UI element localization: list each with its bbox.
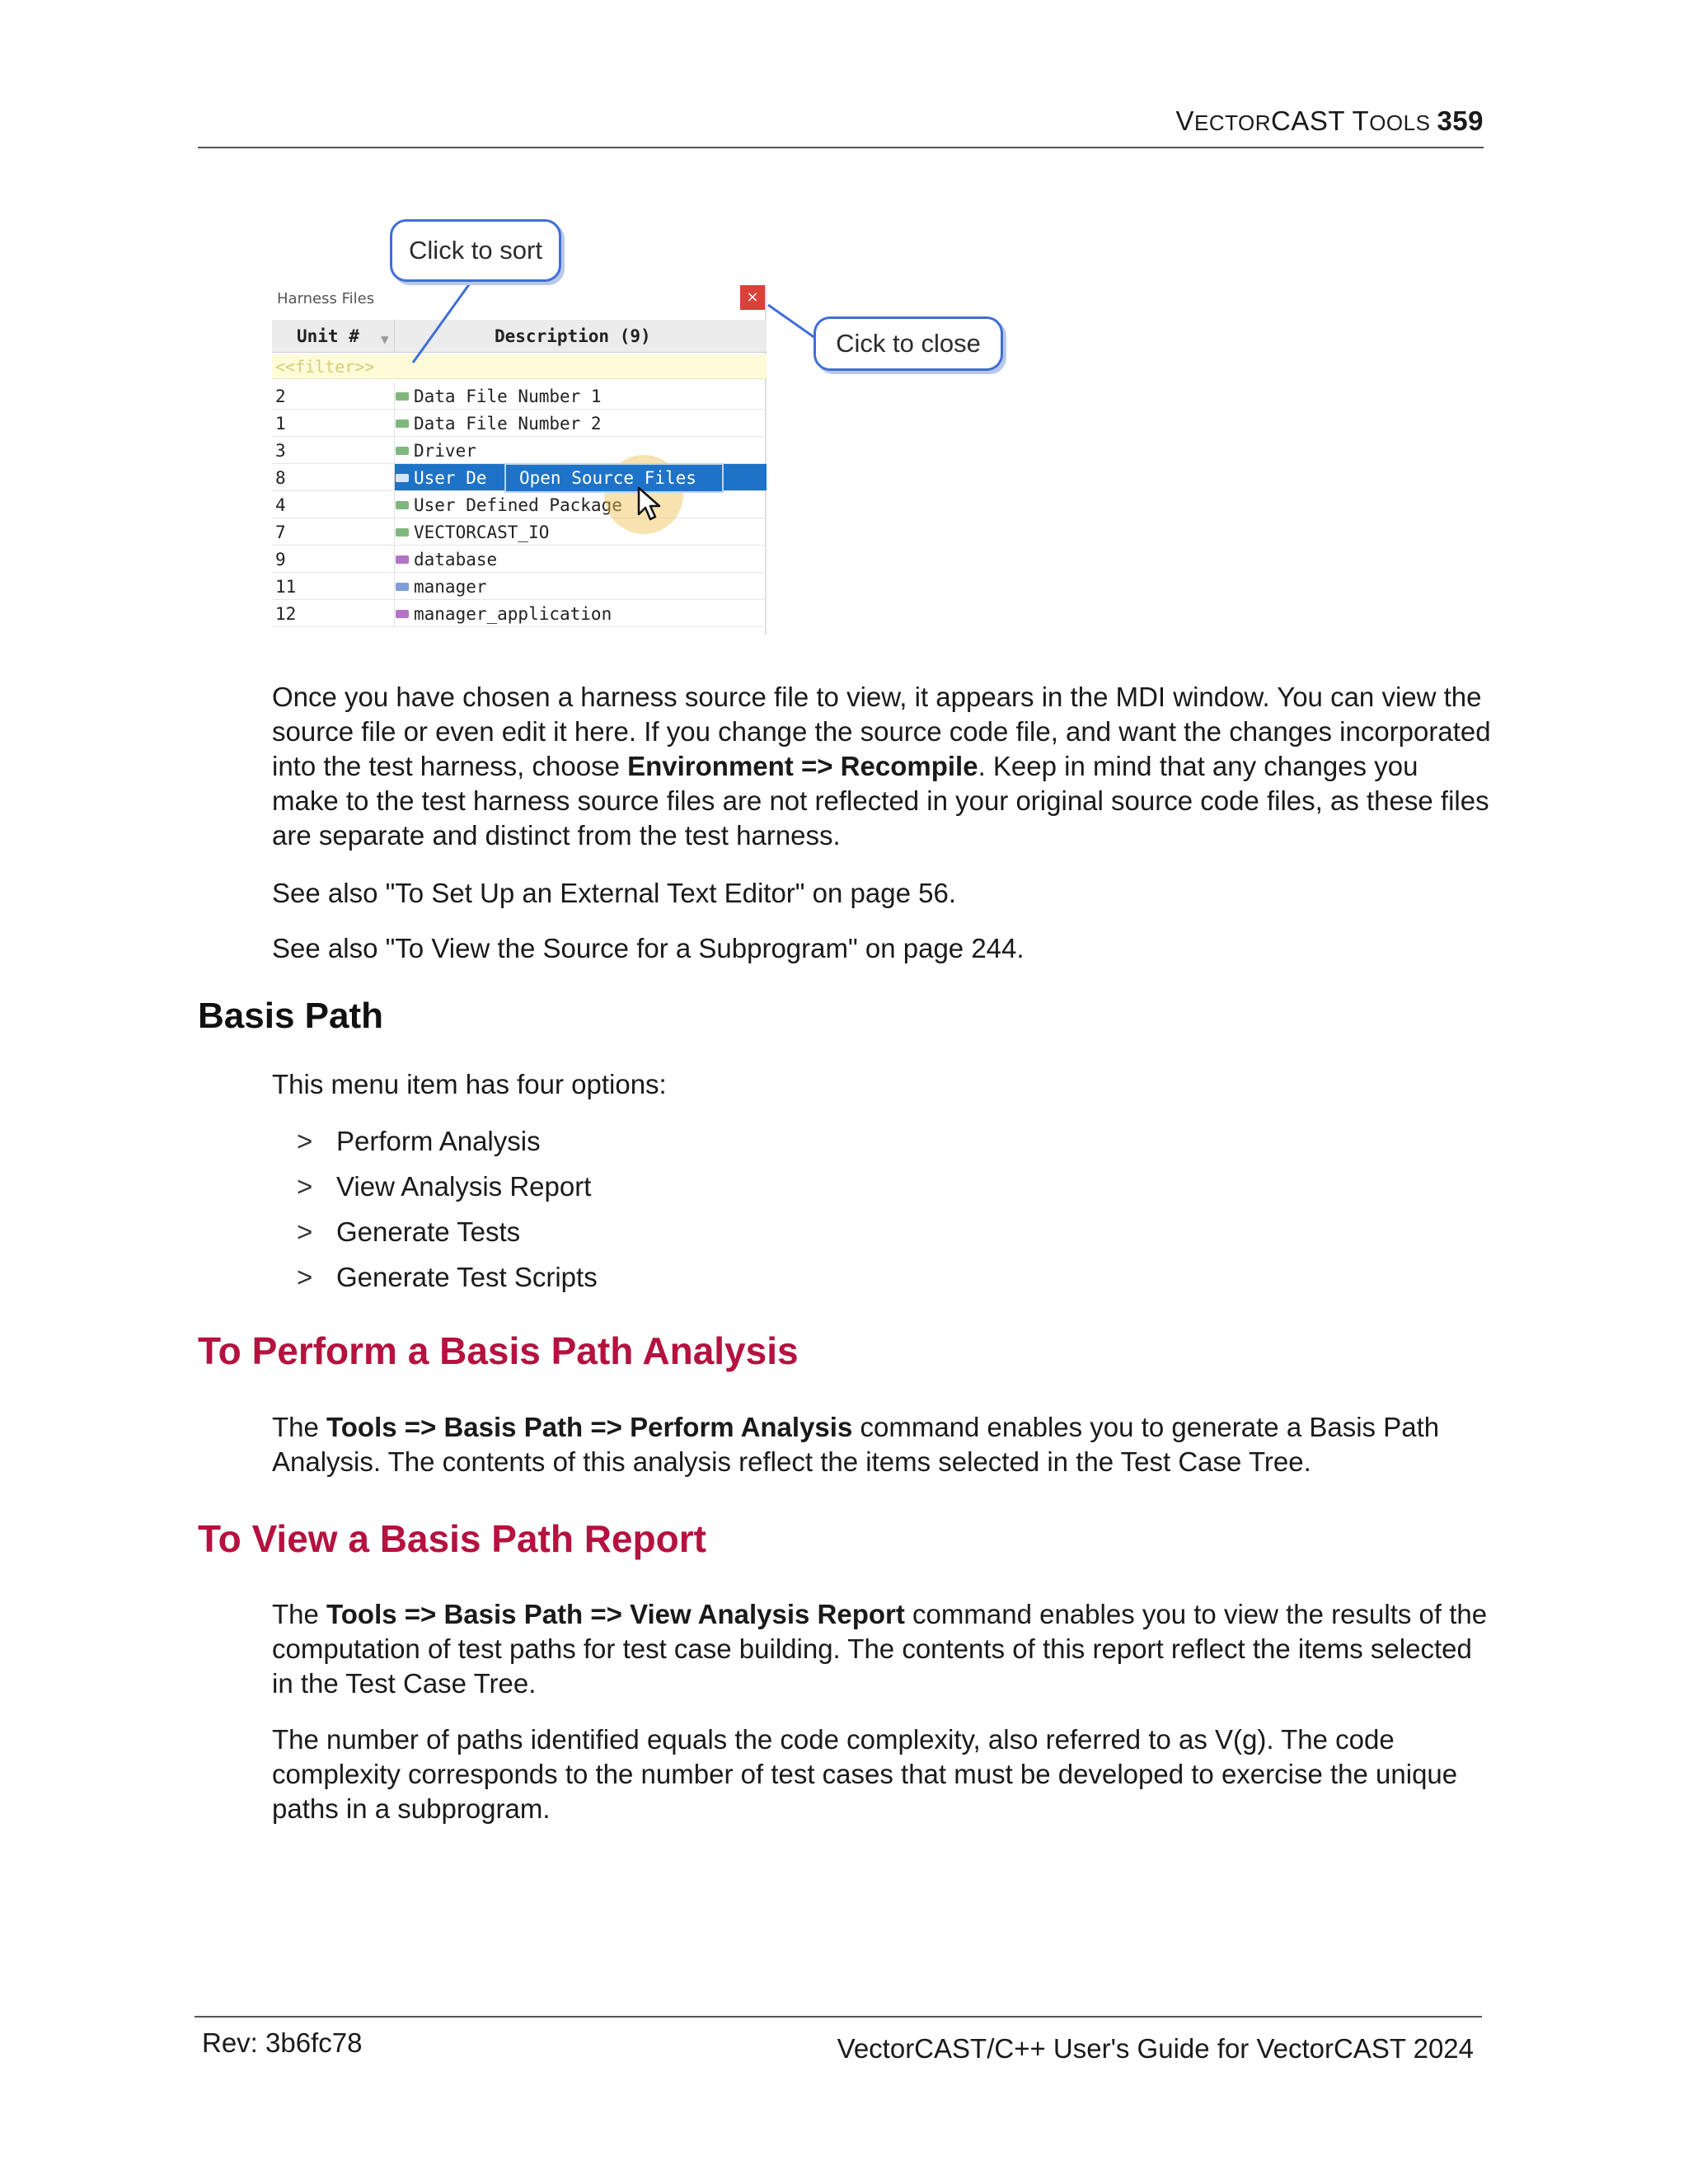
file-icon: [396, 555, 409, 564]
text-run: The: [272, 1599, 327, 1629]
table-row[interactable]: [272, 491, 767, 518]
header-title-part: CAST T: [1271, 105, 1370, 136]
paragraph-code-complexity: The number of paths identified equals the code complexity, also referred to as V(g). The code complexity corresponds to the number of test cases that must be developed to exercise the unique paths in a subprogram.: [272, 1724, 1458, 1824]
list-item-text: View Analysis Report: [336, 1171, 592, 1202]
running-header: [1175, 105, 1484, 137]
menu-path-view-report: Tools => Basis Path => View Analysis Report: [326, 1599, 905, 1629]
bullet-marker: >: [297, 1262, 313, 1292]
row-unit: 9: [275, 550, 286, 569]
column-divider: [394, 437, 395, 464]
text-run: . Keep in mind that any changes you make to the test harness source files are not reflected in your original source code files, as these files are separate and distinct from the test harness.: [272, 751, 1489, 851]
harness-files-panel: [272, 285, 767, 635]
table-row[interactable]: [272, 437, 767, 464]
table-row[interactable]: [272, 382, 767, 410]
column-divider: [394, 518, 395, 546]
column-divider: [394, 573, 395, 600]
page-number: 359: [1437, 105, 1484, 136]
column-divider: [394, 491, 395, 518]
heading-basis-path: Basis Path: [198, 996, 383, 1036]
row-description: User Defined Package: [414, 495, 622, 515]
header-title-part: OOLS: [1369, 110, 1431, 135]
footer-revision: Rev: 3b6fc78: [202, 2027, 363, 2058]
paragraph-perform-analysis: [272, 1410, 1492, 1479]
header-title-part: V: [1175, 105, 1194, 136]
column-divider: [394, 410, 395, 437]
column-header-unit[interactable]: Unit #: [297, 326, 359, 346]
row-unit: 4: [275, 495, 286, 515]
close-callout-leader: [768, 305, 815, 338]
file-icon: [396, 474, 409, 482]
column-divider: [394, 546, 395, 573]
row-unit: 2: [275, 387, 286, 406]
row-description: VECTORCAST_IO: [414, 523, 550, 542]
column-divider: [394, 320, 395, 353]
column-divider: [394, 382, 395, 410]
file-icon: [396, 419, 409, 428]
list-item-text: Generate Test Scripts: [336, 1262, 598, 1292]
column-divider: [394, 600, 395, 627]
text-run: The: [272, 1412, 327, 1442]
filter-input[interactable]: <<filter>>: [275, 357, 375, 377]
row-unit: 12: [275, 604, 297, 624]
paragraph-menu-options: This menu item has four options:: [272, 1069, 667, 1099]
option-list: [297, 1118, 598, 1300]
footer-guide-title: VectorCAST/C++ User's Guide for VectorCAST 2024: [837, 2033, 1474, 2064]
row-description: manager: [414, 577, 487, 597]
row-description: manager_application: [414, 604, 612, 624]
table-row[interactable]: [272, 546, 767, 573]
harness-file-list: [272, 382, 767, 627]
row-description: database: [414, 550, 498, 569]
heading-view-report: To View a Basis Path Report: [198, 1517, 706, 1560]
row-unit: 3: [275, 441, 286, 461]
list-item-text: Generate Tests: [336, 1216, 521, 1247]
bullet-marker: >: [297, 1216, 313, 1247]
callout-click-to-close: Cick to close: [814, 316, 1003, 371]
file-icon: [396, 583, 409, 591]
bullet-marker: >: [297, 1171, 313, 1202]
see-also-subprogram: See also "To View the Source for a Subprogram" on page 244.: [272, 933, 1025, 963]
row-unit: 8: [275, 468, 286, 488]
paragraph-view-report: [272, 1597, 1492, 1701]
row-description: Driver: [414, 441, 476, 461]
file-icon: [396, 610, 409, 618]
text-run: command enables you to generate a Basis Path Analysis. The contents of this analysis reflect the items selected in the Test Case Tree.: [272, 1412, 1440, 1477]
list-item: [297, 1209, 598, 1254]
column-header-row: [272, 320, 767, 353]
file-icon: [396, 447, 409, 455]
bullet-marker: >: [297, 1126, 313, 1156]
file-icon: [396, 528, 409, 537]
table-row[interactable]: [272, 518, 767, 546]
table-row[interactable]: [272, 573, 767, 600]
list-item-text: Perform Analysis: [336, 1126, 541, 1156]
see-also-editor: See also "To Set Up an External Text Editor" on page 56.: [272, 878, 956, 908]
file-icon: [396, 392, 409, 401]
text-run: Once you have chosen a harness source file to view, it appears in the MDI window. You can view the source file or even edit it here. If you change the source code file, and want the changes incorporated into the test harness, choose: [272, 682, 1491, 781]
footer-divider: [195, 2016, 1482, 2018]
page-header: [198, 105, 1484, 148]
text-run: command enables you to view the results of the computation of test paths for test case building. The contents of this report reflect the items selected in the Test Case Tree.: [272, 1599, 1488, 1699]
table-row[interactable]: [272, 410, 767, 437]
file-icon: [396, 501, 409, 509]
paragraph-harness-source: [272, 680, 1492, 853]
column-header-description[interactable]: Description (9): [495, 326, 651, 346]
row-unit: 11: [275, 577, 297, 597]
header-title-part: ECTOR: [1194, 110, 1272, 135]
heading-perform-analysis: To Perform a Basis Path Analysis: [198, 1329, 799, 1372]
list-item: [297, 1164, 598, 1209]
row-unit: 1: [275, 414, 286, 434]
list-item: [297, 1254, 598, 1300]
panel-title: Harness Files: [277, 290, 375, 307]
table-row[interactable]: [272, 600, 767, 627]
menu-path-recompile: Environment => Recompile: [627, 751, 978, 781]
row-description: Data File Number 2: [414, 414, 602, 434]
filter-row: [272, 354, 767, 379]
close-button[interactable]: ×: [740, 285, 765, 310]
menu-path-perform-analysis: Tools => Basis Path => Perform Analysis: [326, 1412, 853, 1442]
harness-files-figure: [268, 216, 1026, 636]
row-description: Data File Number 1: [414, 387, 602, 406]
row-description: User De: [414, 468, 487, 488]
context-menu-open-source-files[interactable]: Open Source Files: [504, 463, 724, 493]
row-unit: 7: [275, 523, 286, 542]
callout-click-to-sort: Click to sort: [390, 219, 561, 282]
mouse-pointer-icon: [637, 486, 662, 523]
sort-filter-icon[interactable]: ▼: [381, 331, 389, 347]
list-item: [297, 1118, 598, 1164]
column-divider: [394, 464, 395, 491]
